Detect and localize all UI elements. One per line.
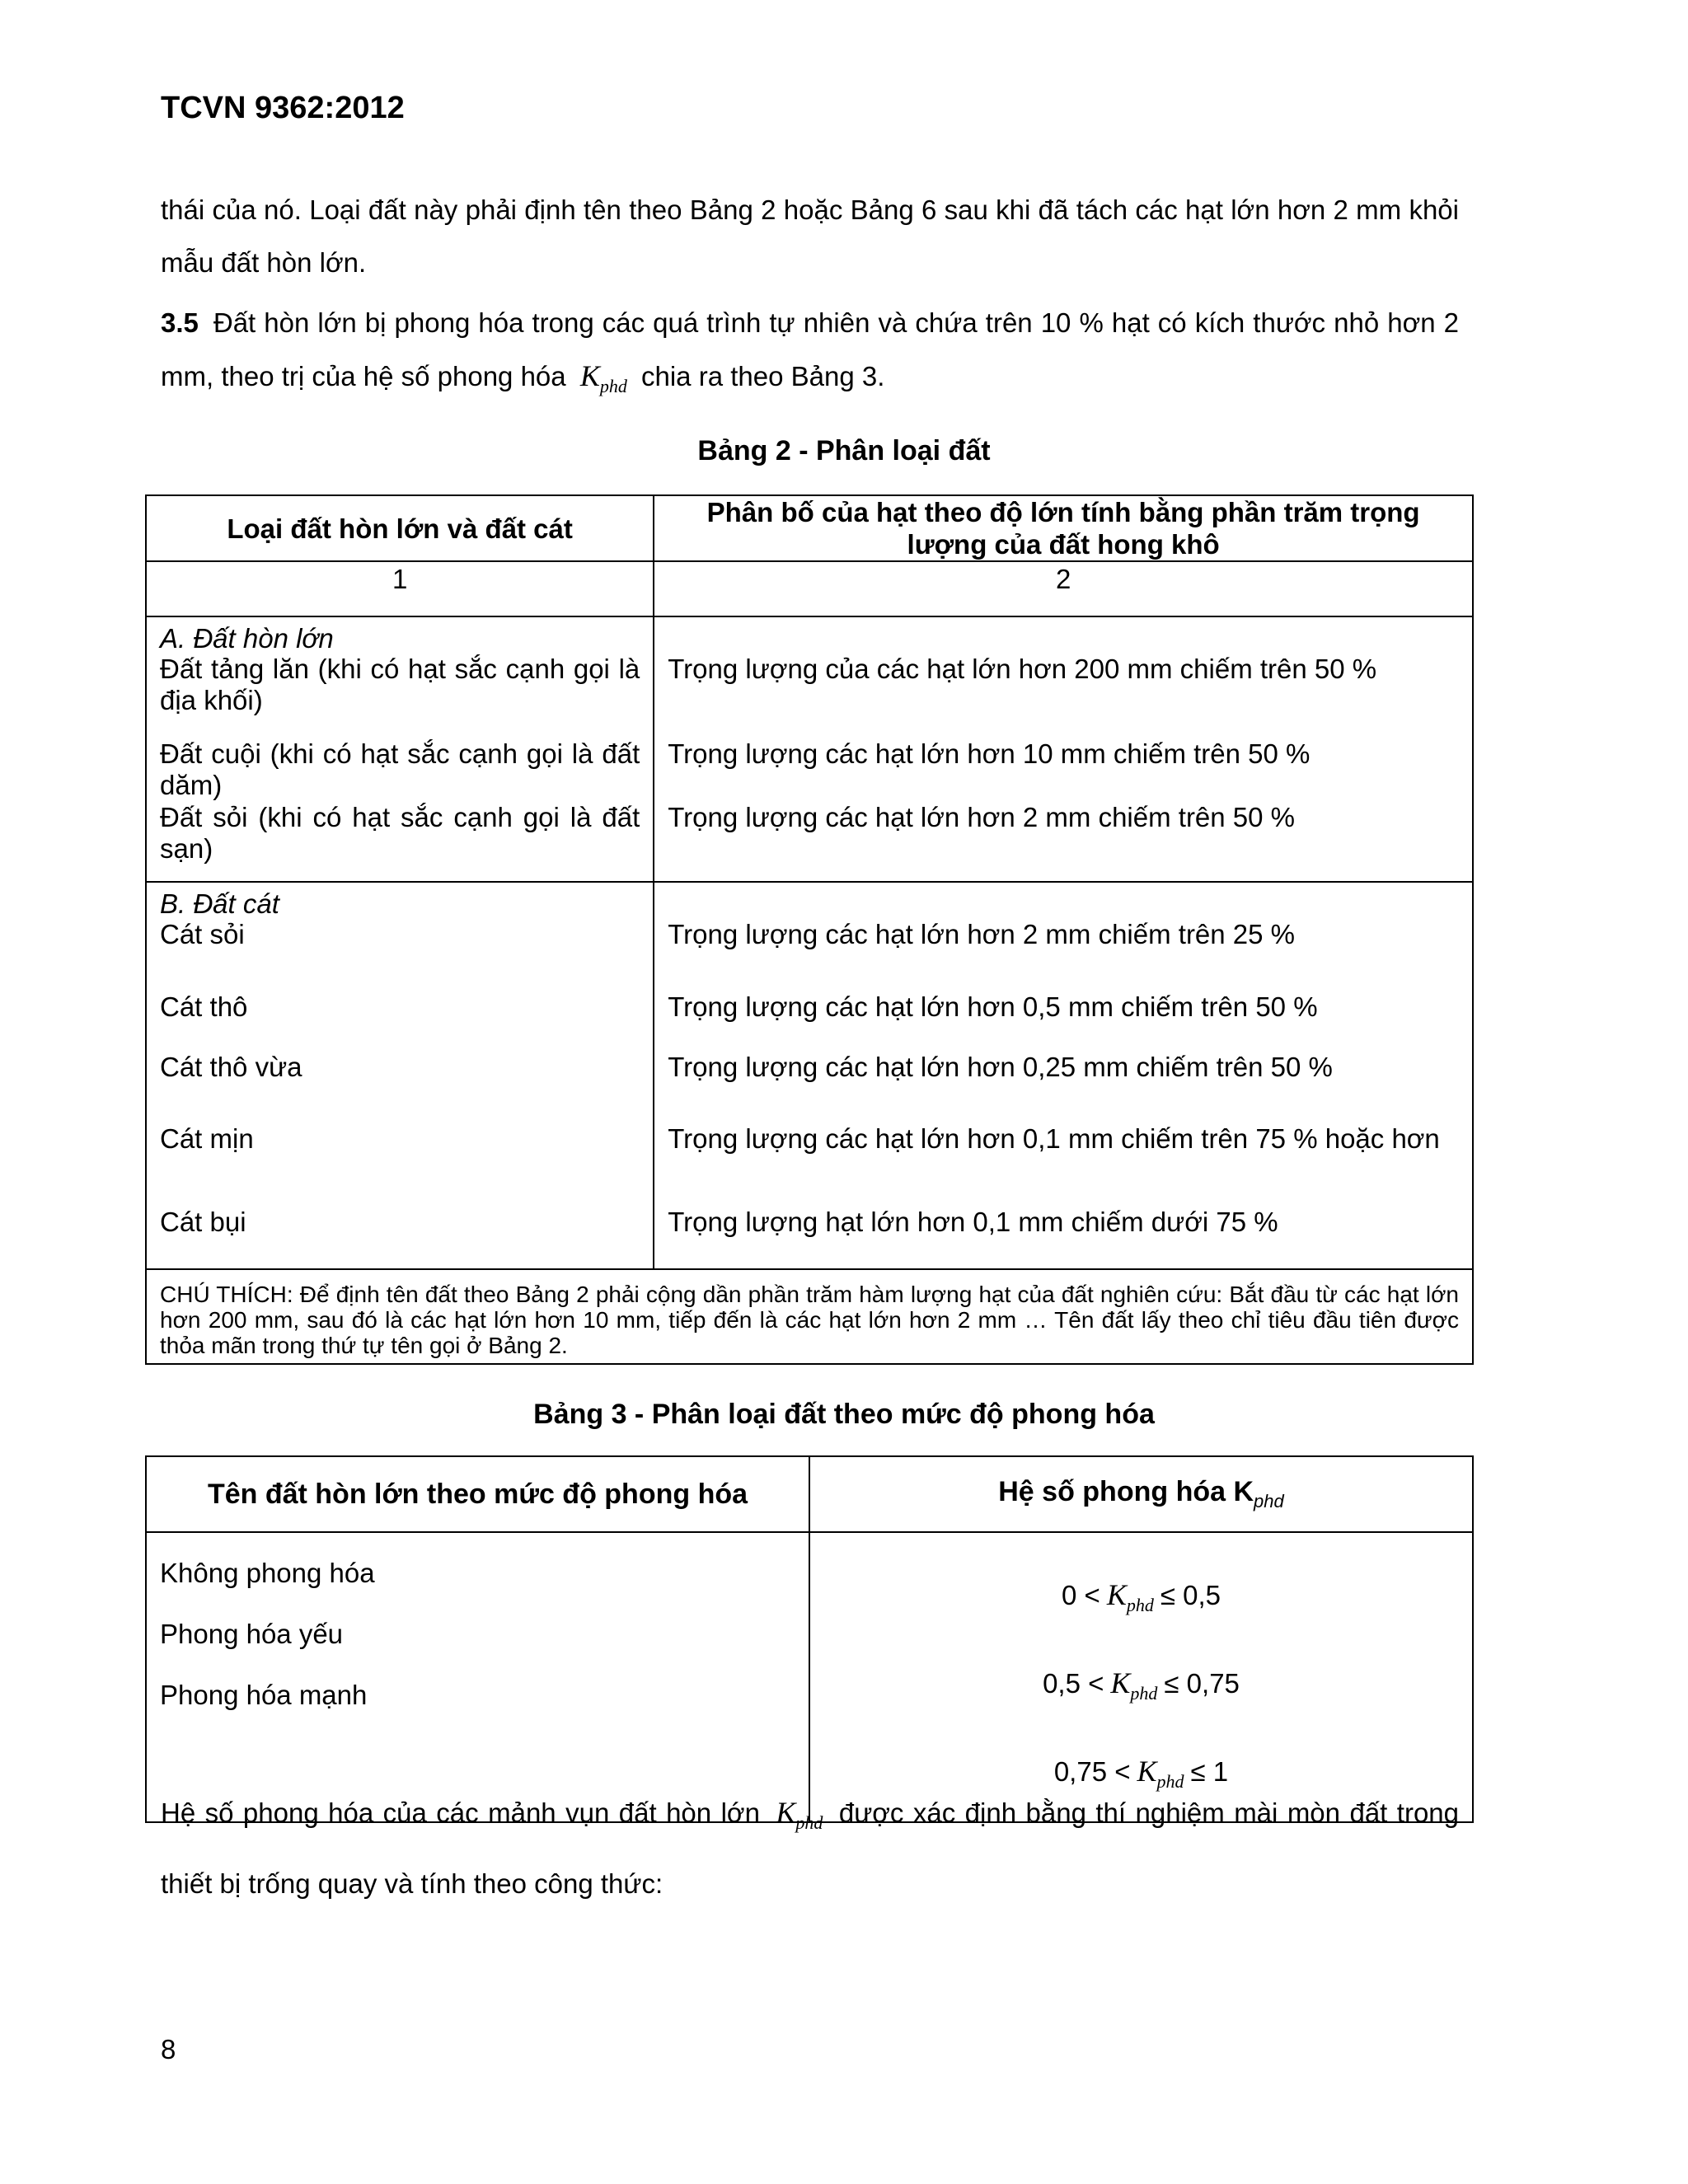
weathering-range: $0,75 < K_{phd} \le 1$ <box>1053 1755 1229 1792</box>
group-a-right-cell <box>654 616 1473 882</box>
weathering-range: $0 < K_{phd} \le 0,5$ <box>1062 1578 1221 1615</box>
grain-distribution: Trọng lượng các hạt lớn hơn 0,25 mm chiếm trên 50 % <box>668 1052 1333 1082</box>
table-3-title: Bảng 3 - Phân loại đất theo mức độ phong hóa <box>533 1399 1155 1430</box>
grain-distribution: Trọng lượng các hạt lớn hơn 10 mm chiếm trên 50 % <box>668 738 1311 769</box>
group-b-right-cell <box>654 882 1473 1269</box>
table-group-b <box>146 882 1473 1269</box>
table-body-row <box>146 1532 1473 1822</box>
soil-type: Cát thô <box>160 991 248 1022</box>
clause-text-a: Đất hòn lớn bị phong hóa trong các quá trình tự nhiên và chứa trên 10 % hạt có kích thước nhỏ hơn 2 mm, theo trị của hệ số phong hóa <box>161 307 1459 391</box>
paragraph-weathering-coefficient <box>161 1782 1459 1915</box>
group-a-left-cell <box>146 616 654 882</box>
table-header-row <box>146 1456 1473 1532</box>
k-phd-symbol: $K_{phd}$ <box>776 1796 823 1833</box>
soil-classification-table <box>145 494 1474 1365</box>
table-note: CHÚ THÍCH: Để định tên đất theo Bảng 2 phải cộng dần phần trăm hàm lượng hạt của đất nghiên cứu: Bắt đầu từ các hạt lớn hơn 200 mm, sau đó là các hạt lớn hơn 10 mm, tiếp đến là các hạt lớn hơn 2 mm … Tên đất lấy theo chỉ tiêu đầu tiên được thỏa mãn trong thứ tự tên gọi ở Bảng 2. <box>146 1269 1473 1364</box>
group-label: A. Đất hòn lớn <box>160 623 334 654</box>
grain-distribution: Trọng lượng các hạt lớn hơn 2 mm chiếm trên 50 % <box>668 802 1296 832</box>
k-phd-symbol: $K_{phd}$ <box>579 359 627 396</box>
table-2-title: Bảng 2 - Phân loại đất <box>697 435 991 466</box>
grain-distribution: Trọng lượng các hạt lớn hơn 2 mm chiếm trên 25 % <box>668 919 1296 949</box>
weathering-ranges-cell <box>809 1532 1473 1822</box>
weathering-names-cell <box>146 1532 809 1822</box>
paragraph-text-b: được xác định bằng thí nghiệm mài mòn đất trong thiết bị trống quay và tính theo công thức: <box>161 1797 1460 1899</box>
column-number: 2 <box>654 561 1473 616</box>
weathering-name: Phong hóa yếu <box>160 1619 344 1649</box>
group-b-left-cell <box>146 882 654 1269</box>
group-label: B. Đất cát <box>160 888 279 919</box>
paragraph-3-5 <box>161 297 1459 413</box>
weathering-range: $0,5 < K_{phd} \le 0,75$ <box>1043 1666 1240 1704</box>
grain-distribution: Trọng lượng của các hạt lớn hơn 200 mm chiếm trên 50 % <box>668 654 1377 684</box>
table-header-row <box>146 495 1473 561</box>
table-note-row <box>146 1269 1473 1364</box>
weathering-name: Phong hóa mạnh <box>160 1680 368 1710</box>
soil-type: Đất tảng lăn (khi có hạt sắc cạnh gọi là địa khối) <box>160 654 640 715</box>
paragraph-continuation: thái của nó. Loại đất này phải định tên theo Bảng 2 hoặc Bảng 6 sau khi đã tách các hạt lớn hơn 2 mm khỏi mẫu đất hòn lớn. <box>161 194 1459 278</box>
column-number-row <box>146 561 1473 616</box>
soil-type: Cát mịn <box>160 1123 254 1154</box>
soil-type: Cát sỏi <box>160 919 245 949</box>
soil-type: Cát bụi <box>160 1207 246 1237</box>
table-header-cell: Tên đất hòn lớn theo mức độ phong hóa <box>146 1456 809 1532</box>
table-header-cell: Phân bố của hạt theo độ lớn tính bằng phần trăm trọng lượng của đất hong khô <box>654 495 1473 561</box>
document-id-header: TCVN 9362:2012 <box>161 91 405 125</box>
grain-distribution: Trọng lượng các hạt lớn hơn 0,1 mm chiếm trên 75 % hoặc hơn <box>668 1123 1440 1154</box>
paragraph-text-a: Hệ số phong hóa của các mảnh vụn đất hòn lớn <box>161 1797 760 1828</box>
grain-distribution: Trọng lượng hạt lớn hơn 0,1 mm chiếm dưới 75 % <box>668 1207 1278 1237</box>
table-group-a <box>146 616 1473 882</box>
soil-type: Đất cuội (khi có hạt sắc cạnh gọi là đất dăm) <box>160 738 640 800</box>
table-header-cell: Hệ số phong hóa $K_{phd}$ <box>809 1456 1473 1532</box>
grain-distribution: Trọng lượng các hạt lớn hơn 0,5 mm chiếm trên 50 % <box>668 991 1318 1022</box>
table-header-cell: Loại đất hòn lớn và đất cát <box>146 495 654 561</box>
clause-number: 3.5 <box>161 307 199 338</box>
soil-type: Đất sỏi (khi có hạt sắc cạnh gọi là đất sạn) <box>160 802 640 864</box>
clause-text-b: chia ra theo Bảng 3. <box>641 361 885 391</box>
weathering-name: Không phong hóa <box>160 1558 375 1588</box>
column-number: 1 <box>146 561 654 616</box>
weathering-classification-table <box>145 1455 1474 1823</box>
page-number: 8 <box>161 2034 176 2064</box>
soil-type: Cát thô vừa <box>160 1052 302 1082</box>
